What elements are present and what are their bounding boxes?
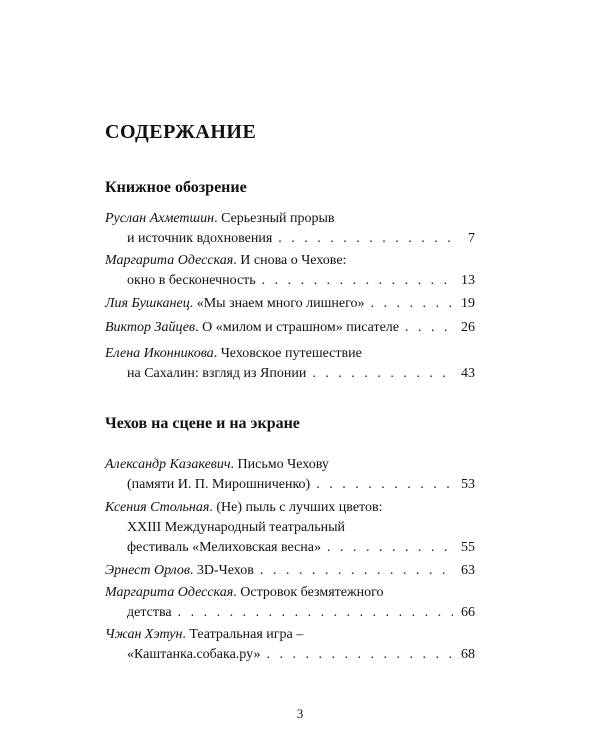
- entry-title: Письмо Чехову: [237, 457, 329, 472]
- entry-title: Серьезный прорыв: [221, 211, 335, 226]
- leader-dots: [405, 318, 453, 338]
- leader-dots: [371, 294, 454, 314]
- entry-author: Маргарита Одесская: [105, 585, 234, 600]
- toc-entry[interactable]: Чжан Хэтун. Театральная игра – «Каштанка.собака.ру» . . . 68: [105, 625, 475, 665]
- entry-author: Руслан Ахметшин: [105, 211, 215, 226]
- leader-dots: [260, 561, 453, 581]
- toc-title: СОДЕРЖАНИЕ: [105, 121, 257, 143]
- leader-dots: [266, 645, 453, 665]
- toc-entry[interactable]: Елена Иконникова. Чеховское путешествие на Сахалин: взгляд из Японии . . . 43: [105, 344, 475, 384]
- entry-title: «Мы знаем много лишнего»: [196, 296, 365, 311]
- entry-author: Чжан Хэтун: [105, 627, 183, 642]
- entry-title-continued: на Сахалин: взгляд из Японии: [127, 366, 307, 381]
- leader-dots: [278, 229, 453, 249]
- toc-entry[interactable]: Лия Бушканец. «Мы знаем много лишнего» . . . 19: [105, 294, 475, 314]
- entry-author: Маргарита Одесская: [105, 253, 234, 268]
- toc-entry[interactable]: Виктор Зайцев. О «милом и страшном» писателе . . . 26: [105, 318, 475, 338]
- entry-page-number: 63: [461, 563, 475, 578]
- entry-title-continued: «Каштанка.собака.ру»: [127, 647, 261, 662]
- toc-entry[interactable]: Ксения Стольная. (Не) пыль с лучших цветов: XXIII Международный театральный фестиваль «Мелиховская весна» . . . 55: [105, 498, 475, 558]
- entry-title-continued: фестиваль «Мелиховская весна»: [127, 540, 322, 555]
- toc-entry[interactable]: Маргарита Одесская. И снова о Чехове: окно в бесконечность . . . 13: [105, 251, 475, 291]
- entry-title-continued: детства: [127, 605, 172, 620]
- entry-title-continued: (памяти И. П. Мирошниченко): [127, 477, 311, 492]
- entry-author: Александр Казакевич: [105, 457, 231, 472]
- toc-entry[interactable]: Александр Казакевич. Письмо Чехову (памяти И. П. Мирошниченко) . . . 53: [105, 455, 475, 495]
- entry-page-number: 7: [468, 231, 475, 246]
- leader-dots: [262, 271, 453, 291]
- entry-page-number: 66: [461, 605, 475, 620]
- entry-title: Театральная игра –: [189, 627, 304, 642]
- entry-title: 3D-Чехов: [196, 563, 254, 578]
- leader-dots: [327, 538, 453, 558]
- entry-page-number: 43: [461, 366, 475, 381]
- entry-title: Островок безмятежного: [240, 585, 384, 600]
- entry-page-number: 55: [461, 540, 475, 555]
- entry-author: Эрнест Орлов: [105, 563, 190, 578]
- entry-title-continued: окно в бесконечность: [127, 273, 256, 288]
- toc-entry[interactable]: Маргарита Одесская. Островок безмятежного детства . . . 66: [105, 583, 475, 623]
- entry-page-number: 19: [461, 296, 475, 311]
- page-number: 3: [296, 706, 304, 721]
- entry-page-number: 53: [461, 477, 475, 492]
- entry-page-number: 68: [461, 647, 475, 662]
- section-heading-stage-and-screen: Чехов на сцене и на экране: [105, 415, 300, 432]
- entry-author: Ксения Стольная: [105, 500, 210, 515]
- toc-entry[interactable]: Руслан Ахметшин. Серьезный прорыв и источник вдохновения . . . 7: [105, 209, 475, 249]
- entry-page-number: 13: [461, 273, 475, 288]
- entry-title: И снова о Чехове:: [240, 253, 347, 268]
- entry-author: Виктор Зайцев: [105, 320, 196, 335]
- toc-entry[interactable]: Эрнест Орлов. 3D-Чехов . . . 63: [105, 561, 475, 581]
- entry-author: Лия Бушканец: [105, 296, 190, 311]
- entry-title: О «милом и страшном» писателе: [202, 320, 399, 335]
- entry-title: Чеховское путешествие: [220, 346, 362, 361]
- section-heading-book-review: Книжное обозрение: [105, 179, 247, 196]
- entry-title-continued: XXIII Международный театральный: [127, 520, 346, 535]
- entry-page-number: 26: [461, 320, 475, 335]
- entry-title: (Не) пыль с лучших цветов:: [216, 500, 383, 515]
- leader-dots: [178, 603, 453, 623]
- entry-title-continued: и источник вдохновения: [127, 231, 273, 246]
- leader-dots: [312, 364, 453, 384]
- entry-author: Елена Иконникова: [105, 346, 214, 361]
- leader-dots: [316, 475, 453, 495]
